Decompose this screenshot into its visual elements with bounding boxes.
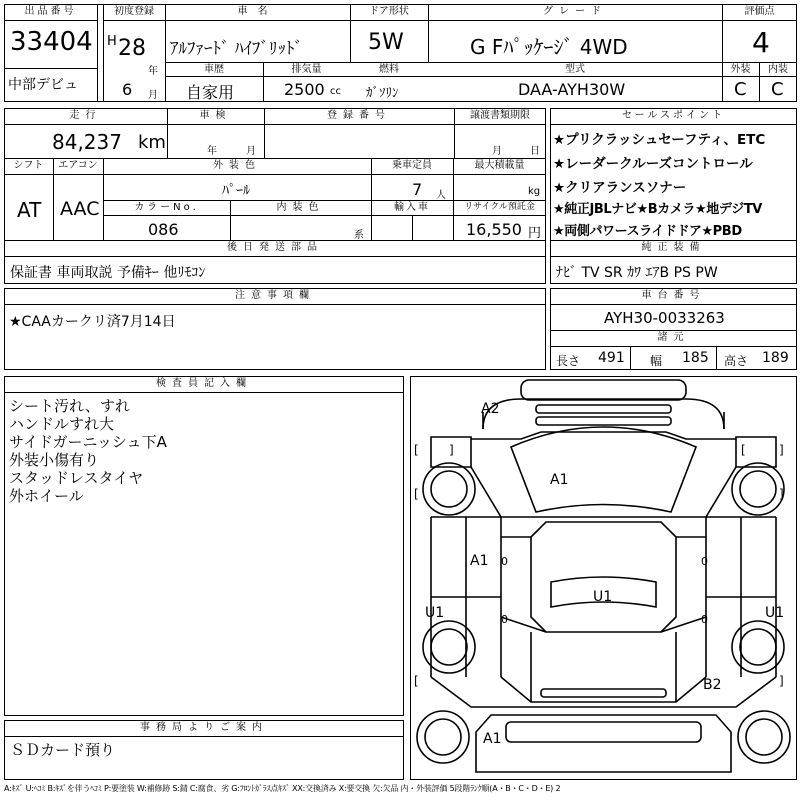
inspection-label: 車検 xyxy=(199,110,232,121)
interior-color-label: 内装色 xyxy=(276,202,325,213)
notes-label: 注意事項欄 xyxy=(235,290,315,301)
sales-point-1: ★プリクラッシュセーフティ、ETC xyxy=(553,132,766,148)
reg-year: 28 xyxy=(118,36,146,61)
car-name-label: 車名 xyxy=(237,6,278,17)
displacement-label: 排気量 xyxy=(291,64,322,75)
damage-mark-b2: B2 xyxy=(703,677,722,693)
insp-year-unit: 年 xyxy=(207,146,217,157)
equip-label: 純正装備 xyxy=(641,242,706,253)
year-unit: 年 xyxy=(148,66,158,77)
damage-mark-a1-left: A1 xyxy=(470,553,489,569)
chassis-label: 車台番号 xyxy=(641,290,706,301)
era: H xyxy=(107,34,117,49)
zero-mark: 0 xyxy=(701,555,708,568)
color-no: 086 xyxy=(148,220,179,239)
car-name: ｱﾙﾌｧｰﾄﾞ ﾊｲﾌﾞﾘｯﾄﾞ xyxy=(170,39,303,59)
displacement-unit: cc xyxy=(330,86,341,97)
car-outline xyxy=(411,377,796,779)
interior-color-unit: 系 xyxy=(354,230,364,241)
zero-mark: 0 xyxy=(501,613,508,626)
score: 4 xyxy=(752,26,770,59)
color-label: 外装色 xyxy=(213,160,261,171)
sales-point-3: ★クリアランスソナー xyxy=(553,180,687,196)
recycle-label: リサイクル預託金 xyxy=(464,202,535,212)
month-unit: 月 xyxy=(148,90,158,101)
maxload-label: 最大積載量 xyxy=(474,160,525,171)
lot-no-label: 出品番号 xyxy=(24,6,77,17)
capacity-label: 乗車定員 xyxy=(392,160,432,171)
fuel: ｶﾞｿﾘﾝ xyxy=(366,86,399,101)
car-diagram: [ ] [ ] [ ] [ ] A2 A1 A1 U1 U1 U1 B2 A1 0 0 0 0 xyxy=(410,376,797,780)
first-reg-label: 初度登録 xyxy=(114,6,154,17)
recycle-unit: 円 xyxy=(528,226,542,241)
plate-label: 登録番号 xyxy=(327,110,391,121)
notes-text: ★CAAカークリ済7月14日 xyxy=(9,314,176,330)
inspector-label: 検査員記入欄 xyxy=(156,378,252,389)
office-label: 事務局よりご案内 xyxy=(140,722,268,733)
grade-label: グレード xyxy=(543,6,607,17)
width-label: 幅 xyxy=(650,354,663,368)
damage-mark-u1-right: U1 xyxy=(765,605,785,621)
damage-mark-u1-roof: U1 xyxy=(593,589,613,605)
damage-mark-u1-left: U1 xyxy=(425,605,445,621)
shift: AT xyxy=(17,198,42,222)
sales-point-4: ★純正JBLナビ★Bカメラ★地デジTV xyxy=(553,202,762,217)
height-label: 高さ xyxy=(724,354,749,368)
zero-mark: 0 xyxy=(701,613,708,626)
inspector-line-3: サイドガーニッシュ下A xyxy=(9,433,167,451)
color: ﾊﾟｰﾙ xyxy=(222,183,250,199)
model-label: 型式 xyxy=(565,64,585,75)
interior-label: 内装 xyxy=(768,64,788,75)
inspector-line-2: ハンドルすれ大 xyxy=(9,415,115,433)
transfer-month-unit: 月 xyxy=(492,146,502,157)
mileage: 84,237 xyxy=(52,130,122,154)
lot-no: 33404 xyxy=(10,27,93,57)
mileage-label: 走行 xyxy=(69,110,102,121)
legend: A:ｷｽﾞ U:ﾍｺﾐ B:ｷｽﾞを伴うﾍｺﾐ P:要塗装 W:補修跡 S:錆 C:腐食、劣 G:ﾌﾛﾝﾄｶﾞﾗｽ点ｷｽﾞ XX:交換済み X:要交換 欠:欠品 内・外装評価 5段階ﾗﾝｸ順(A・B・C・D・E) 2 xyxy=(4,784,561,793)
displacement: 2500 xyxy=(284,80,325,99)
fuel-label: 燃料 xyxy=(379,64,399,75)
transfer-label: 譲渡書類期限 xyxy=(470,110,530,121)
later-parts: 保証書 車両取説 予備ｷｰ 他ﾘﾓｺﾝ xyxy=(10,265,206,281)
chassis-number: AYH30-0033263 xyxy=(604,309,725,327)
damage-mark-a1-hood: A1 xyxy=(550,472,569,488)
history-label: 車歴 xyxy=(204,64,224,75)
door-label: ドア形状 xyxy=(369,6,409,17)
transfer-day-unit: 日 xyxy=(530,146,540,157)
damage-mark-a2: A2 xyxy=(481,401,500,417)
inspector-line-5: スタッドレスタイヤ xyxy=(9,469,144,487)
length-label: 長さ xyxy=(556,354,581,368)
insp-month-unit: 月 xyxy=(246,146,256,157)
later-parts-label: 後日発送部品 xyxy=(227,242,323,253)
import-label: 輸入車 xyxy=(394,202,430,213)
inspector-line-4: 外装小傷有り xyxy=(9,451,100,469)
sales-point-2: ★レーダークルーズコントロール xyxy=(553,156,753,172)
maxload-unit: kg xyxy=(528,186,541,197)
inspector-line-6: 外ホイール xyxy=(9,487,84,505)
dims-label: 諸元 xyxy=(657,332,690,343)
ac: AAC xyxy=(60,198,100,220)
history: 自家用 xyxy=(186,83,235,102)
door-type: 5W xyxy=(368,30,404,55)
grade: G Fﾊﾟｯｹｰｼﾞ 4WD xyxy=(470,35,628,59)
capacity: 7 xyxy=(412,180,423,199)
exterior-label: 外装 xyxy=(730,64,751,75)
interior-score: C xyxy=(771,79,784,100)
height: 189 xyxy=(762,350,789,366)
length: 491 xyxy=(598,350,625,366)
sales-point-5: ★両側パワースライドドア★PBD xyxy=(553,224,742,239)
zero-mark: 0 xyxy=(501,555,508,568)
region-label: 中部デビュ xyxy=(8,77,78,93)
reg-month: 6 xyxy=(122,80,133,99)
inspector-line-1: シート汚れ、すれ xyxy=(9,397,130,415)
score-label: 評価点 xyxy=(744,6,775,17)
damage-mark-a1-front: A1 xyxy=(483,731,502,747)
mileage-unit: km xyxy=(138,132,166,153)
recycle-amount: 16,550 xyxy=(466,220,522,239)
exterior-score: C xyxy=(734,79,747,100)
capacity-unit: 人 xyxy=(436,190,446,201)
model: DAA-AYH30W xyxy=(518,80,626,99)
sales-points-label: セールスポイント xyxy=(621,110,726,121)
equip: ﾅﾋﾞ TV SR ｶﾜ ｴｱB PS PW xyxy=(556,265,718,281)
width: 185 xyxy=(682,350,709,366)
office-text: ＳＤカード預り xyxy=(10,741,116,759)
ac-label: エアコン xyxy=(58,160,98,171)
shift-label: シフト xyxy=(13,160,44,171)
color-no-label: カラーNo. xyxy=(134,202,199,213)
